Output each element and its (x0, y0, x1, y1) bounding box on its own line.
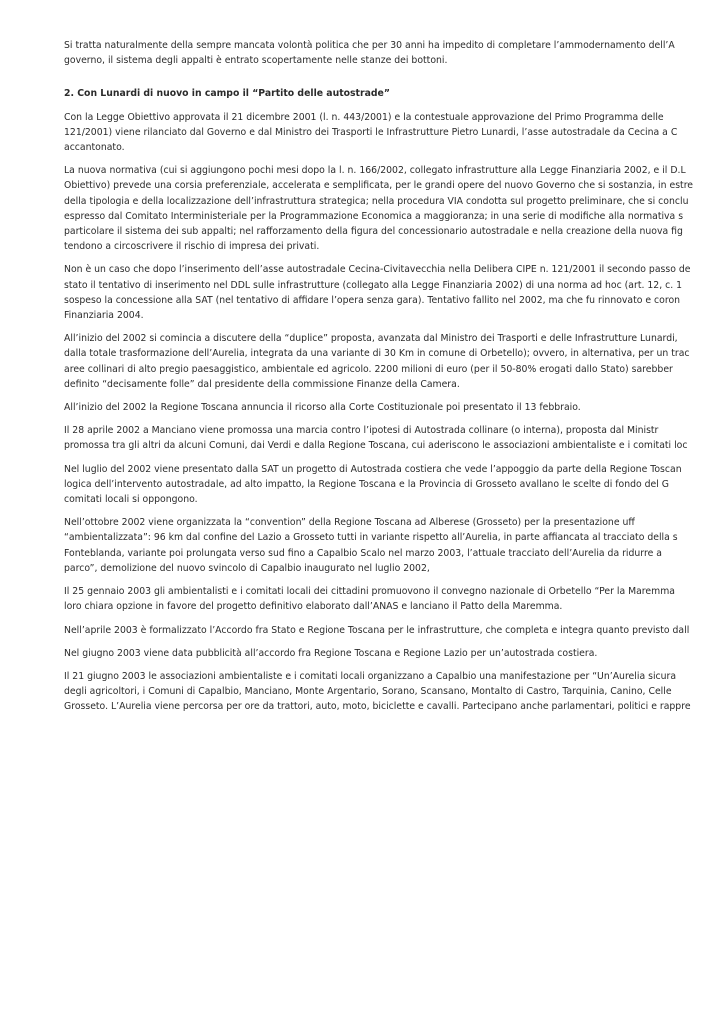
text-line: All’inizio del 2002 si comincia a discutere della “duplice” proposta, avanzata dal Ministro dei Trasporti e delle Infrastrutture Lunardi, (64, 333, 678, 345)
text-line: Nel luglio del 2002 viene presentato dalla SAT un progetto di Autostrada costiera che vede l’appoggio da parte della Regione Toscan (64, 463, 682, 475)
text-line: Si tratta naturalmente della sempre mancata volontà politica che per 30 anni ha impedito di completare l’ammodernamento dell’A (64, 40, 675, 51)
intro-paragraph (64, 38, 728, 68)
text-line: Il 28 aprile 2002 a Manciano viene promossa una marcia contro l’ipotesi di Autostrada collinare (o interna), proposta dal Ministr (64, 425, 659, 437)
section-heading: 2. Con Lunardi di nuovo in campo il “Partito delle autostrade” (64, 88, 390, 100)
text-line: Fonteblanda, variante poi prolungata verso sud fino a Capalbio Scalo nel marzo 2003, l’attuale tracciato dell’Aurelia da ridurre a (64, 547, 662, 559)
text-line: Il 25 gennaio 2003 gli ambientalisti e i comitati locali dei cittadini promuovono il convegno nazionale di Orbetello “Per la Maremma (64, 586, 675, 598)
text-line: loro chiara opzione in favore del progetto definitivo elaborato dall’ANAS e lanciano il Patto della Maremma. (64, 601, 563, 613)
text-line: espresso dal Comitato Interministeriale per la Programmazione Economica a maggioranza; in una serie di modifiche alla normativa s (64, 210, 684, 222)
text-line: della tipologia e della localizzazione dell’infrastruttura strategica; nella procedura VIA condotta sul progetto preliminare, che si conclu (64, 195, 689, 207)
paragraph-convegno-orbetello (64, 584, 728, 614)
paragraph-convention-alberese (64, 515, 728, 576)
text-line: La nuova normativa (cui si aggiungono pochi mesi dopo la l. n. 166/2002, collegato infrastrutture alla Legge Finanziaria 2002, e il D.L (64, 165, 686, 177)
text-line: Nell’aprile 2003 è formalizzato l’Accordo fra Stato e Regione Toscana per le infrastrutture, che completa e integra quanto previsto dall (64, 624, 690, 636)
text-line: All’inizio del 2002 la Regione Toscana annuncia il ricorso alla Corte Costituzionale poi presentato il 13 febbraio. (64, 402, 581, 414)
text-line: comitati locali si oppongono. (64, 494, 198, 506)
text-line: “ambientalizzata”: 96 km dal confine del Lazio a Grosseto tutti in variante rispetto all’Aurelia, in parte affiancata al tracciato della s (64, 532, 678, 544)
text-line: Grosseto. L’Aurelia viene percorsa per ore da trattori, auto, moto, biciclette e cavalli. Partecipano anche parlamentari, politici e rappre (64, 701, 691, 713)
paragraph-manifestazione-capalbio (64, 669, 728, 715)
text-line: degli agricoltori, i Comuni di Capalbio, Manciano, Monte Argentario, Sorano, Scansano, Montalto di Castro, Tarquinia, Canino, Celle (64, 686, 672, 698)
paragraph-accordo-stato-regione (64, 623, 728, 638)
text-line: Non è un caso che dopo l’inserimento dell’asse autostradale Cecina-Civitavecchia nella Delibera CIPE n. 121/2001 il secondo passo de (64, 264, 691, 276)
text-line: Con la Legge Obiettivo approvata il 21 dicembre 2001 (l. n. 443/2001) e la contestuale approvazione del Primo Programma delle (64, 111, 664, 123)
paragraph-duplice-proposta (64, 331, 728, 392)
paragraph-nuova-normativa (64, 163, 728, 254)
text-line: logica dell’intervento autostradale, ad alto impatto, la Regione Toscana e la Provincia di Grosseto avallano le scelte di fondo del G (64, 478, 669, 490)
text-line: aree collinari di alto pregio paesaggistico, ambientale ed agricolo. 2200 milioni di euro (per il 50-80% erogati dallo Stato) sarebber (64, 363, 673, 375)
text-line: Finanziaria 2004. (64, 310, 144, 322)
paragraph-progetto-sat (64, 462, 728, 508)
text-line: governo, il sistema degli appalti è entrato scopertamente nelle stanze dei bottoni. (64, 55, 448, 67)
text-line: Nell’ottobre 2002 viene organizzata la “convention” della Regione Toscana ad Alberese (Grosseto) per la presentazione uff (64, 517, 635, 529)
paragraph-non-e-un-caso (64, 262, 728, 323)
paragraph-ricorso-corte (64, 400, 728, 415)
text-line: dalla totale trasformazione dell’Aurelia, integrata da una variante di 30 Km in comune di Orbetello); ovvero, in alternativa, per un trac (64, 348, 690, 360)
text-line: particolare il sistema dei sub appalti; nel rafforzamento della figura del concessionario autostradale e nella creazione della nuova fig (64, 226, 683, 238)
text-line: promossa tra gli altri da alcuni Comuni, dai Verdi e dalla Regione Toscana, cui aderiscono le associazioni ambientaliste e i comitati loc (64, 440, 688, 452)
text-line: definito “decisamente folle” dal presidente della commissione Finanze della Camera. (64, 378, 460, 390)
paragraph-accordo-toscana-lazio (64, 646, 728, 661)
paragraph-legge-obiettivo (64, 110, 728, 156)
text-line: stato il tentativo di inserimento nel DDL sulle infrastrutture (collegato alla Legge Finanziaria 2002) di una norma ad hoc (art. 12, c. 1 (64, 279, 683, 291)
text-line: parco”, demolizione del nuovo svincolo di Capalbio inaugurato nel luglio 2002, (64, 562, 430, 574)
paragraph-marcia-manciano (64, 423, 728, 453)
document-body (64, 38, 728, 723)
text-line: Il 21 giugno 2003 le associazioni ambientaliste e i comitati locali organizzano a Capalbio una manifestazione per “Un’Aurelia sicura (64, 670, 677, 682)
text-line: accantonato. (64, 142, 125, 154)
text-line: Obiettivo) prevede una corsia preferenziale, accelerata e semplificata, per le grandi opere del nuovo Governo che si sostanzia, in estre (64, 180, 694, 192)
text-line: tendono a circoscrivere il rischio di impresa dei privati. (64, 241, 320, 253)
text-line: 121/2001) viene rilanciato dal Governo e dal Ministro dei Trasporti le Infrastrutture Pietro Lunardi, l’asse autostradale da Cecina a C (64, 126, 678, 138)
text-line: sospeso la concessione alla SAT (nel tentativo di affidare l’opera senza gara). Tentativo fallito nel 2002, ma che fu rinnovato e coron (64, 294, 681, 306)
text-line: Nel giugno 2003 viene data pubblicità all’accordo fra Regione Toscana e Regione Lazio per un’autostrada costiera. (64, 647, 598, 659)
